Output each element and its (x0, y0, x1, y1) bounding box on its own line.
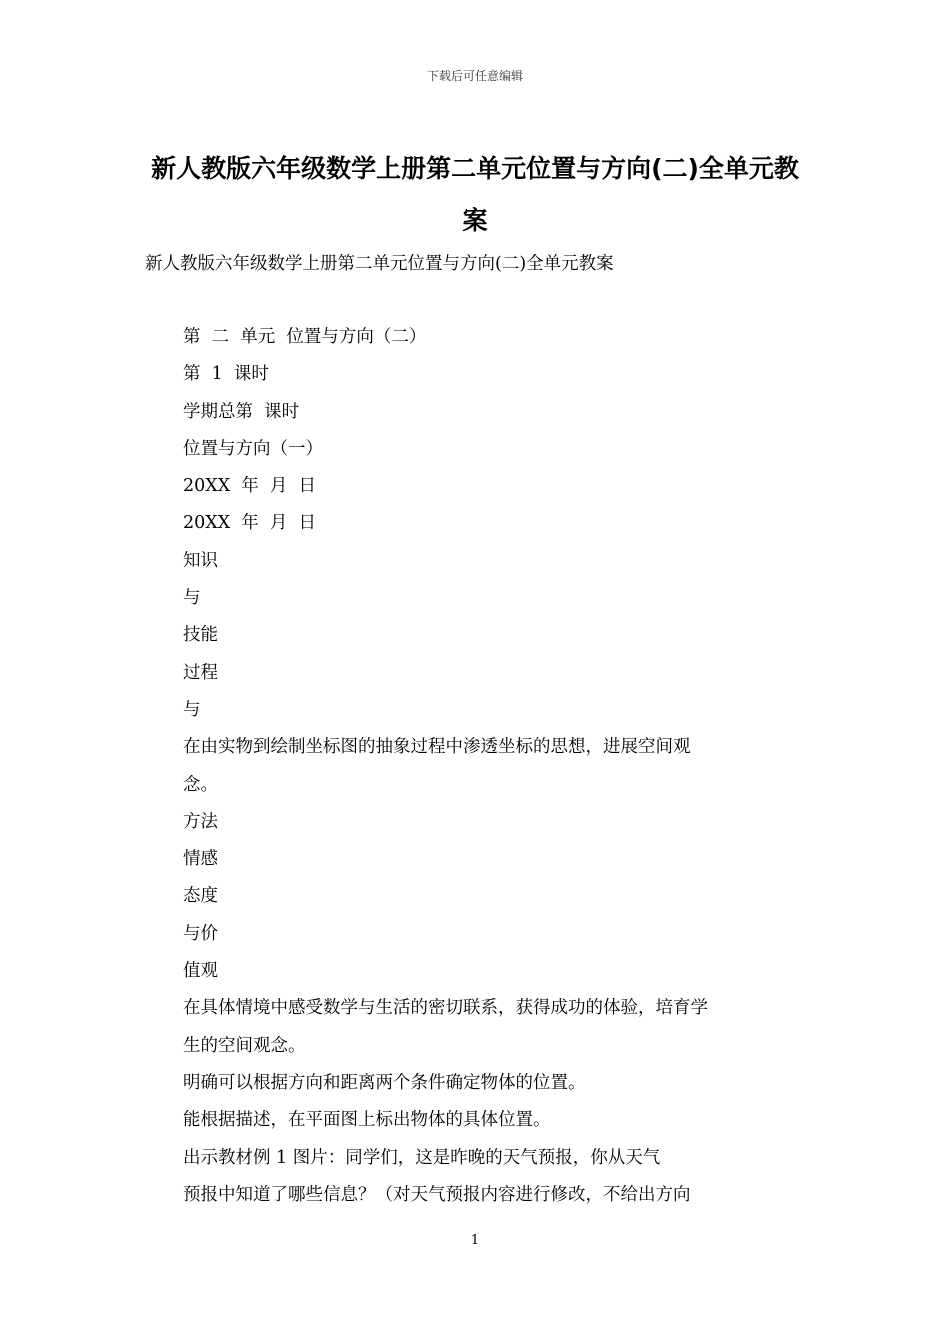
body-line: 与价 (183, 923, 218, 944)
body-line: 态度 (183, 886, 218, 907)
body-line: 学期总第 课时 (183, 401, 300, 422)
body-line: 方法 (183, 811, 218, 832)
body-line: 值观 (183, 961, 218, 982)
body-line: 预报中知道了哪些信息？（对天气预报内容进行修改，不给出方向 (183, 1184, 691, 1205)
body-line: 与 (183, 588, 201, 609)
body-line: 过程 (183, 662, 218, 683)
body-line: 第 二 单元 位置与方向（二） (183, 327, 427, 347)
body-line: 出示教材例 1 图片：同学们，这是昨晚的天气预报，你从天气 (183, 1147, 661, 1168)
page-number: 1 (470, 1233, 480, 1248)
document-title: 新人教版六年级数学上册第二单元位置与方向(二)全单元教案 (151, 154, 799, 235)
body-line: 20XX 年 月 日 (183, 476, 317, 497)
body-line: 位置与方向（一） (183, 438, 323, 459)
document-subtitle: 新人教版六年级数学上册第二单元位置与方向(二)全单元教案 (145, 254, 614, 274)
body-line: 念。 (183, 774, 218, 795)
body-line: 20XX 年 月 日 (183, 513, 317, 534)
body-line: 在由实物到绘制坐标图的抽象过程中渗透坐标的思想，进展空间观 (183, 737, 691, 758)
body-line: 技能 (183, 625, 218, 646)
page-header-note: 下载后可任意编辑 (426, 69, 523, 83)
body-line: 能根据描述，在平面图上标出物体的具体位置。 (183, 1110, 551, 1131)
body-line: 与 (183, 699, 201, 720)
body-line: 第 1 课时 (183, 364, 269, 385)
body-line: 明确可以根据方向和距离两个条件确定物体的位置。 (183, 1072, 586, 1093)
document-body (183, 323, 783, 1218)
body-line: 在具体情境中感受数学与生活的密切联系，获得成功的体验，培育学 (183, 998, 708, 1019)
body-line: 生的空间观念。 (183, 1035, 306, 1056)
body-line: 情感 (183, 849, 218, 870)
body-line: 知识 (183, 550, 218, 571)
